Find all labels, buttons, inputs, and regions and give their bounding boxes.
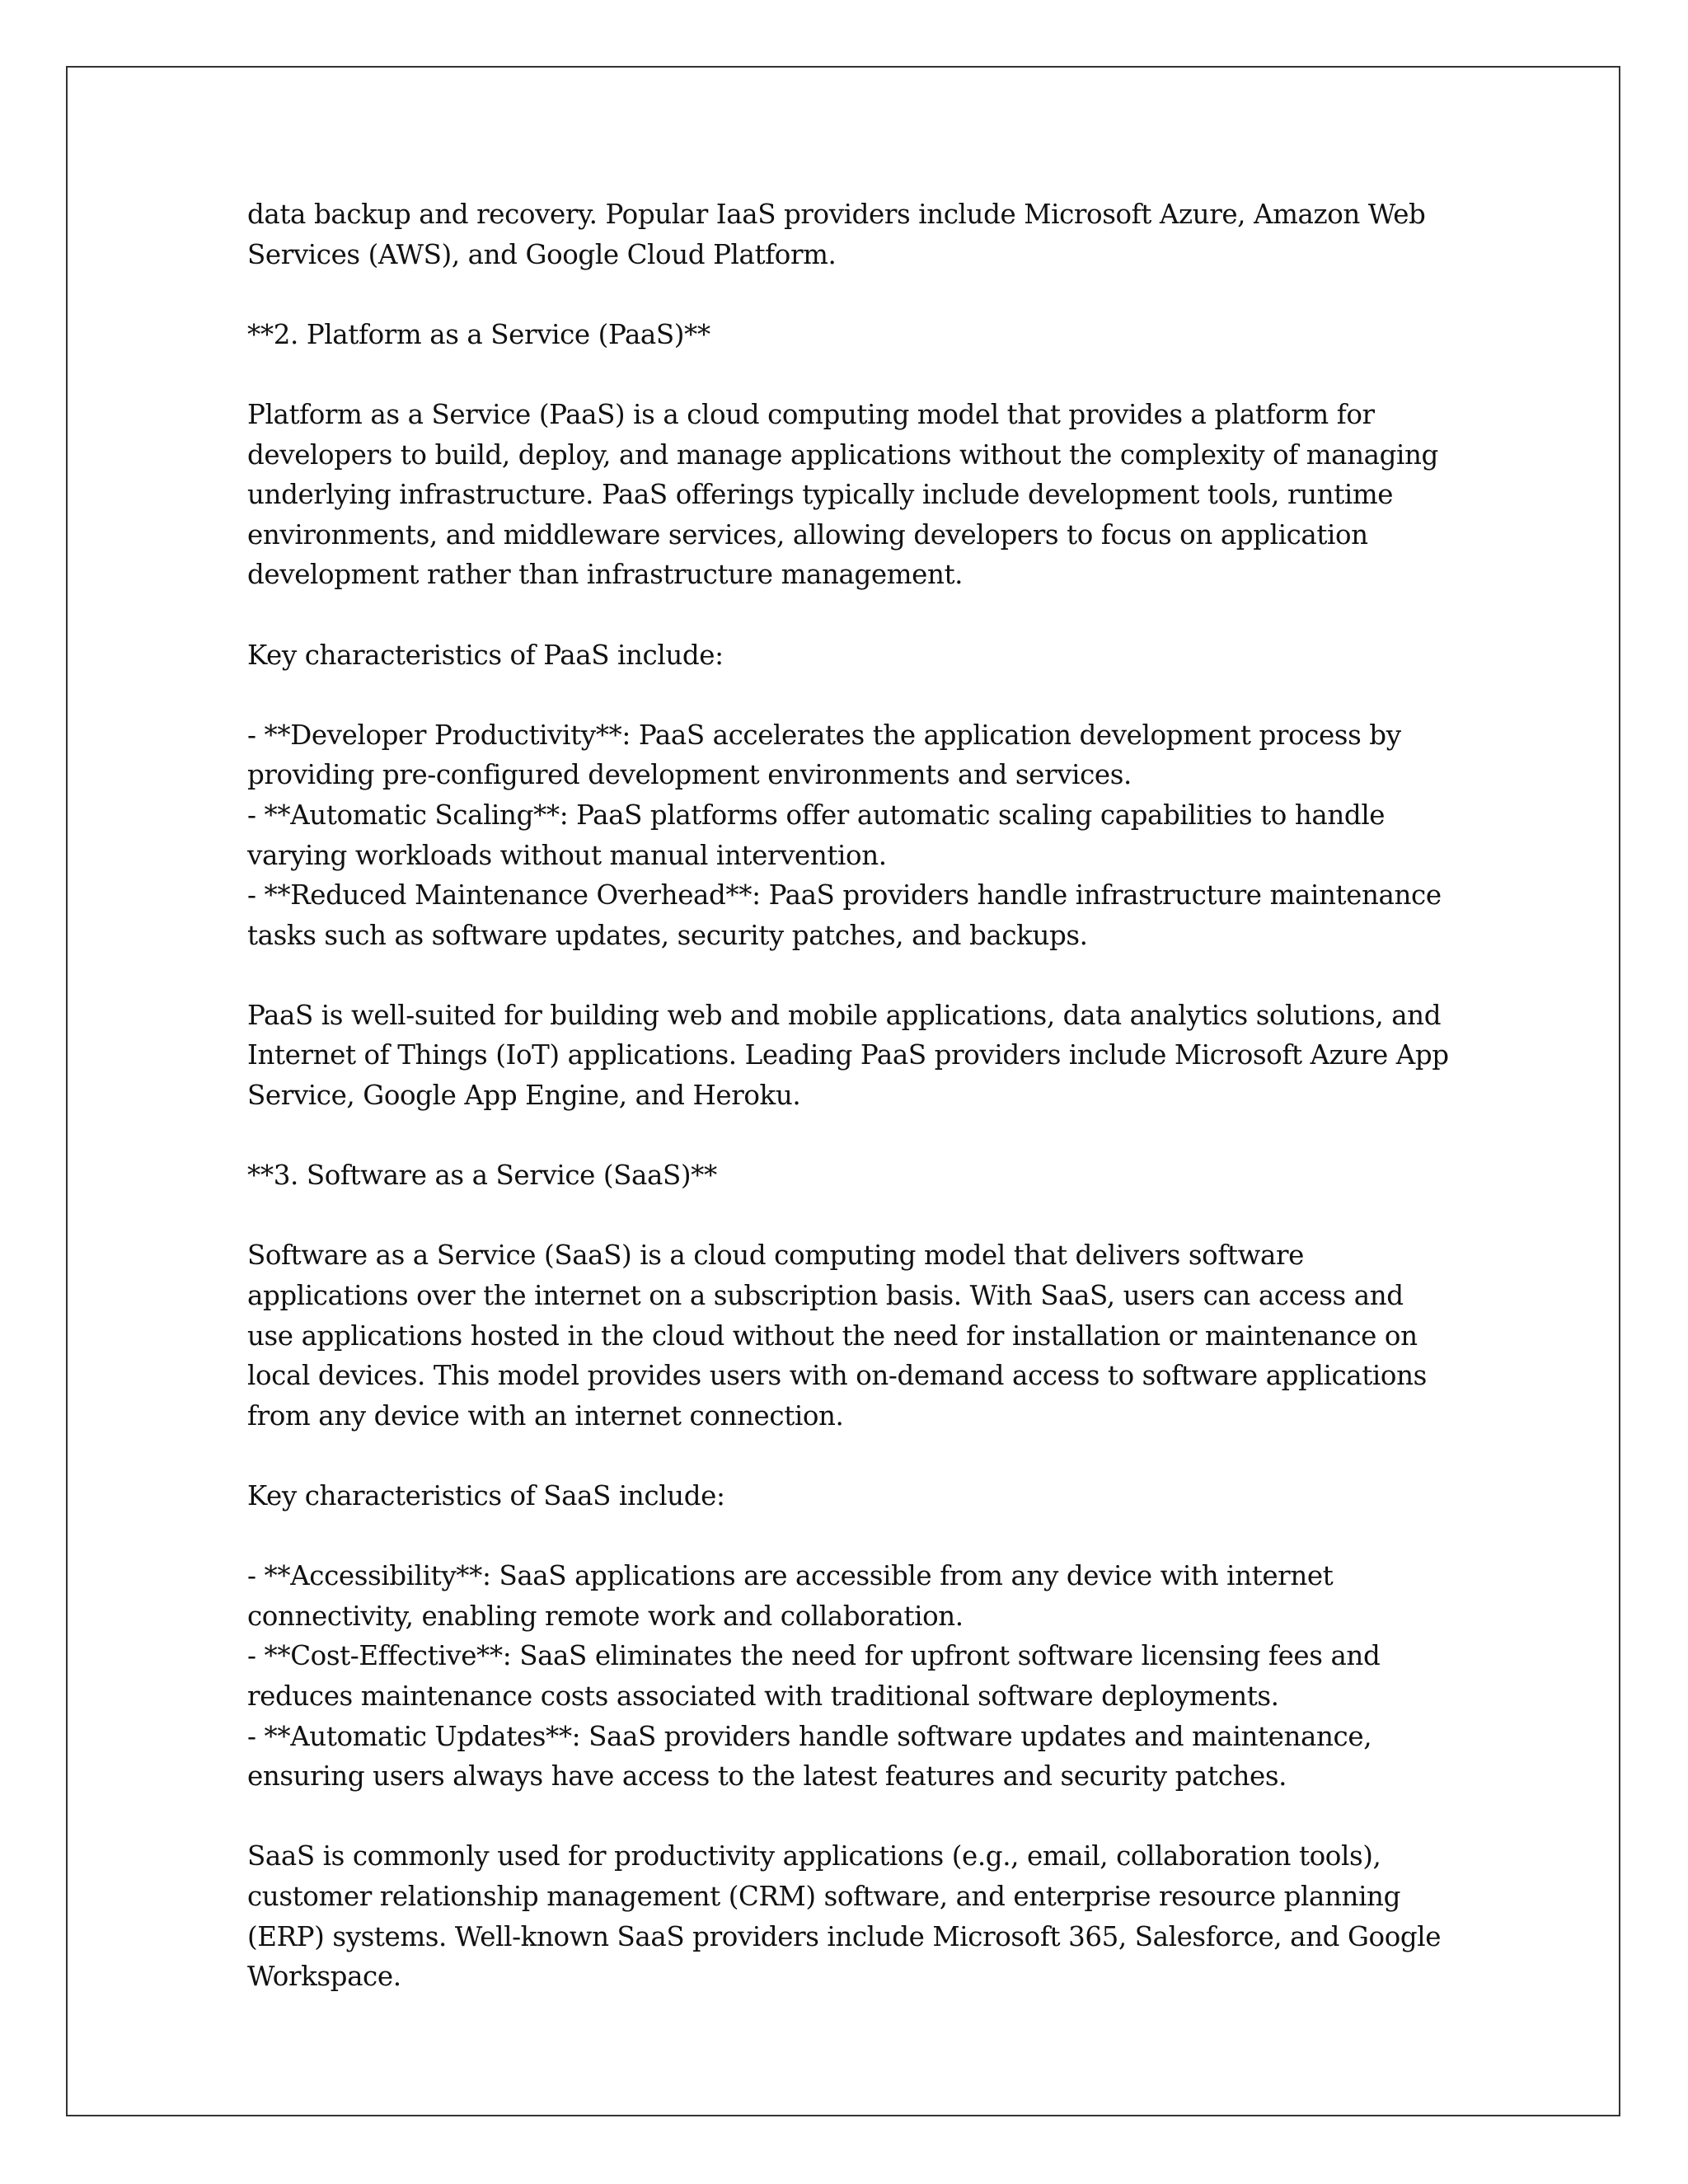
list-item: - **Reduced Maintenance Overhead**: PaaS providers handle infrastructure maintenance tasks such as software updates, security patches, and backups. <box>247 879 1442 951</box>
heading-paas: **2. Platform as a Service (PaaS)** <box>247 318 710 350</box>
saas-bullet-list <box>247 1556 1451 1797</box>
paragraph-saas-key-intro: Key characteristics of SaaS include: <box>247 1480 725 1511</box>
heading-saas: **3. Software as a Service (SaaS)** <box>247 1160 717 1192</box>
paragraph-iaas-continuation: data backup and recovery. Popular IaaS providers include Microsoft Azure, Amazon Web Services (AWS), and Google Cloud Platform. <box>247 199 1426 270</box>
paragraph-saas-description: Software as a Service (SaaS) is a cloud computing model that delivers software applications over the internet on a subscription basis. With SaaS, users can access and use applications hosted in the cloud without the need for installation or maintenance on local devices. This model provides users with on-demand access to software applications from any device with an internet connection. <box>247 1240 1427 1432</box>
list-item: - **Automatic Updates**: SaaS providers handle software updates and maintenance, ensuring users always have access to the latest features and security patches. <box>247 1720 1372 1793</box>
list-item: - **Developer Productivity**: PaaS accelerates the application development process by providing pre-configured development environments and services. <box>247 719 1401 791</box>
list-item: - **Accessibility**: SaaS applications are accessible from any device with internet connectivity, enabling remote work and collaboration. <box>247 1560 1334 1632</box>
paragraph-saas-use: SaaS is commonly used for productivity applications (e.g., email, collaboration tools), customer relationship management (CRM) software, and enterprise resource planning (ERP) systems. Well-known SaaS providers include Microsoft 365, Salesforce, and Google Workspace. <box>247 1840 1442 1993</box>
document-body <box>247 194 1451 1997</box>
list-item: - **Cost-Effective**: SaaS eliminates the need for upfront software licensing fees and reduces maintenance costs associated with traditional software deployments. <box>247 1640 1381 1712</box>
paragraph-paas-use: PaaS is well-suited for building web and mobile applications, data analytics solutions, and Internet of Things (IoT) applications. Leading PaaS providers include Microsoft Azure App Service, Google App Engine, and Heroku. <box>247 999 1449 1112</box>
paragraph-paas-key-intro: Key characteristics of PaaS include: <box>247 639 724 671</box>
paragraph-paas-description: Platform as a Service (PaaS) is a cloud computing model that provides a platform for developers to build, deploy, and manage applications without the complexity of managing underlying infrastructure. PaaS offerings typically include development tools, runtime environments, and middleware services, allowing developers to focus on application development rather than infrastructure management. <box>247 398 1438 591</box>
list-item: - **Automatic Scaling**: PaaS platforms offer automatic scaling capabilities to handle varying workloads without manual intervention. <box>247 799 1386 871</box>
paas-bullet-list <box>247 715 1451 956</box>
